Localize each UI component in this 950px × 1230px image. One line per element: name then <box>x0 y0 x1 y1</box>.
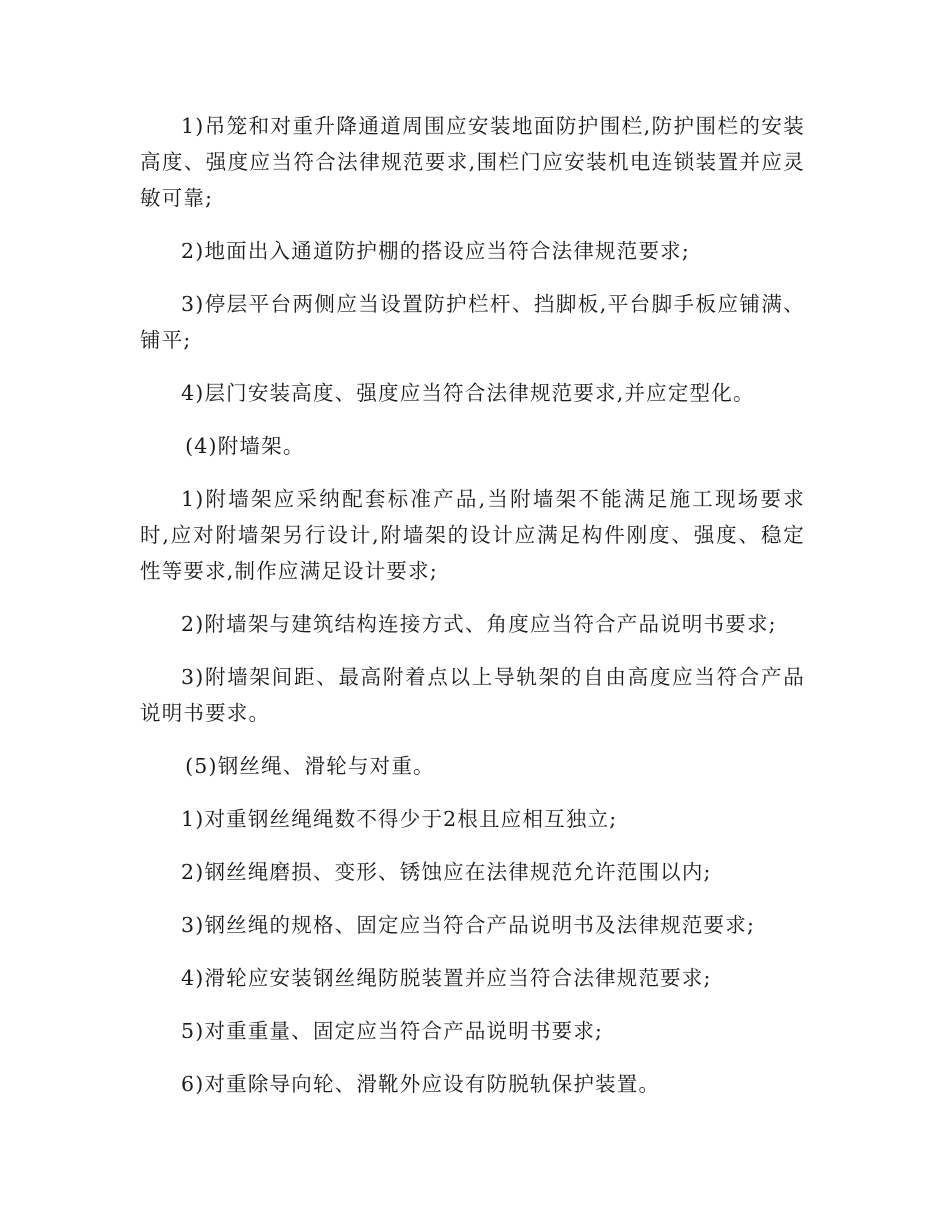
paragraph-12: 5)对重重量、固定应当符合产品说明书要求; <box>181 1019 604 1043</box>
paragraph-1: 1)吊笼和对重升降通道周围应安装地面防护围栏,防护围栏的安装高度、强度应当符合法律规范要求,围栏门应安装机电连锁装置并应灵敏可靠; <box>140 114 805 210</box>
paragraph-5: 1)附墙架应采纳配套标准产品,当附墙架不能满足施工现场要求时,应对附墙架另行设计,附墙架的设计应满足构件刚度、强度、稳定性等要求,制作应满足设计要求; <box>140 487 805 583</box>
paragraph-3: 3)停层平台两侧应当设置防护栏杆、挡脚板,平台脚手板应铺满、铺平; <box>140 292 805 352</box>
paragraph-13: 6)对重除导向轮、滑靴外应设有防脱轨保护装置。 <box>181 1072 661 1096</box>
paragraph-4: 4)层门安装高度、强度应当符合法律规范要求,并应定型化。 <box>181 381 755 405</box>
paragraph-9: 2)钢丝绳磨损、变形、锈蚀应在法律规范允许范围以内; <box>181 860 712 884</box>
paragraph-10: 3)钢丝绳的规格、固定应当符合产品说明书及法律规范要求; <box>181 913 756 937</box>
paragraph-8: 1)对重钢丝绳绳数不得少于2根且应相互独立; <box>181 807 618 831</box>
section-heading-4: (4)附墙架。 <box>185 434 305 458</box>
document-body <box>140 108 805 1119</box>
section-heading-5: (5)钢丝绳、滑轮与对重。 <box>185 754 435 778</box>
paragraph-11: 4)滑轮应安装钢丝绳防脱装置并应当符合法律规范要求; <box>181 966 712 990</box>
paragraph-2: 2)地面出入通道防护棚的搭设应当符合法律规范要求; <box>181 239 690 263</box>
paragraph-6: 2)附墙架与建筑结构连接方式、角度应当符合产品说明书要求; <box>181 612 777 636</box>
paragraph-7: 3)附墙架间距、最高附着点以上导轨架的自由高度应当符合产品说明书要求。 <box>140 665 805 725</box>
